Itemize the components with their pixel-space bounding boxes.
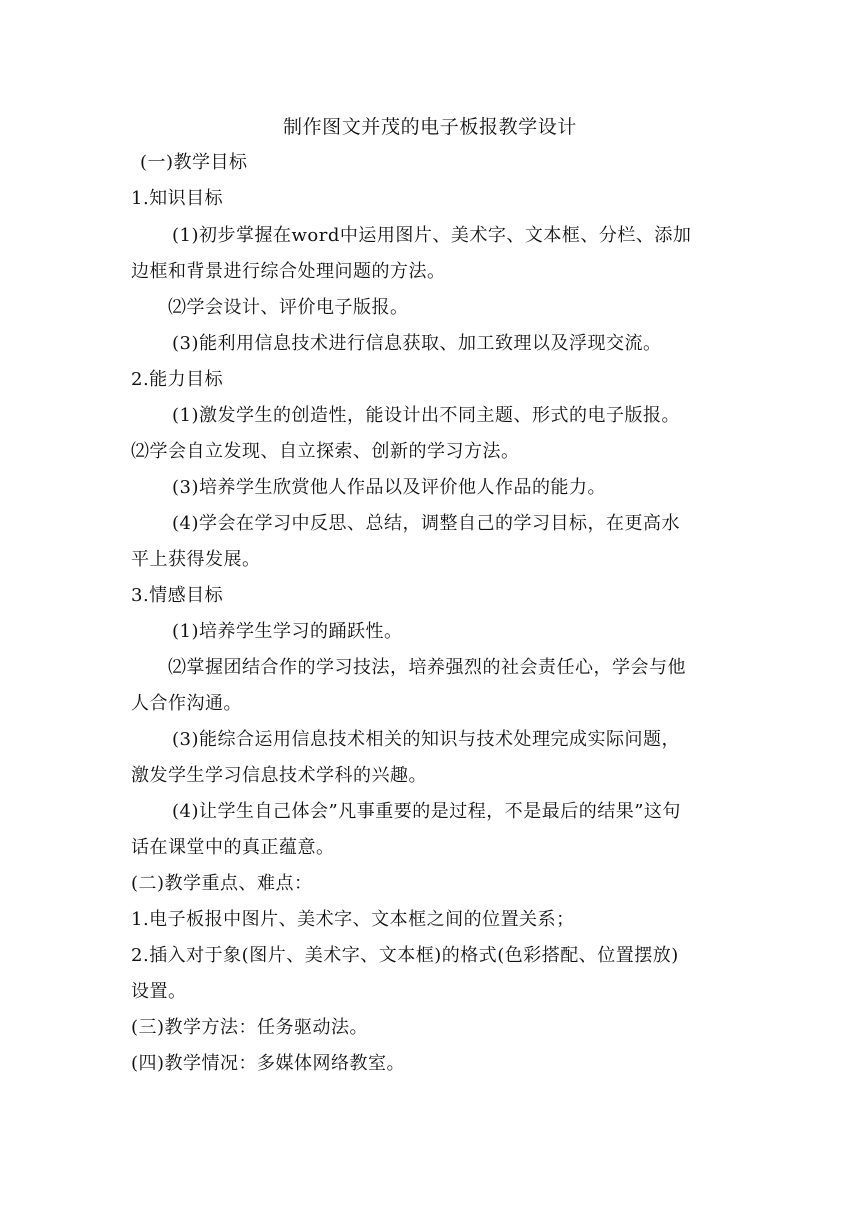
paragraph-line: (1)初步掌握在word中运用图片、美术字、文本框、分栏、添加 bbox=[172, 225, 692, 246]
paragraph-line: ⑵掌握团结合作的学习技法，培养强烈的社会责任心，学会与他 bbox=[168, 657, 686, 678]
subheading-knowledge: 1.知识目标 bbox=[131, 188, 224, 209]
section-heading-situation: (四)教学情况：多媒体网络教室。 bbox=[131, 1053, 406, 1074]
paragraph-line: 人合作沟通。 bbox=[131, 693, 242, 714]
section-heading-method: (三)教学方法：任务驱动法。 bbox=[131, 1017, 369, 1038]
paragraph-line: (1)培养学生学习的踊跃性。 bbox=[172, 621, 403, 642]
paragraph-line: 平上获得发展。 bbox=[131, 549, 261, 570]
paragraph-line: 激发学生学习信息技术学科的兴趣。 bbox=[131, 765, 427, 786]
paragraph-line: 设置。 bbox=[131, 981, 187, 1002]
paragraph-line: (3)培养学生欣赏他人作品以及评价他人作品的能力。 bbox=[172, 477, 606, 498]
paragraph-line: ⑵学会自立发现、自立探索、创新的学习方法。 bbox=[131, 441, 520, 462]
subheading-emotion: 3.情感目标 bbox=[131, 585, 224, 606]
paragraph-line: (3)能利用信息技术进行信息获取、加工致理以及浮现交流。 bbox=[172, 333, 662, 354]
paragraph-line: 2.插入对于象(图片、美术字、文本框)的格式(色彩搭配、位置摆放) bbox=[131, 945, 679, 966]
paragraph-line: 边框和背景进行综合处理问题的方法。 bbox=[131, 261, 446, 282]
subheading-ability: 2.能力目标 bbox=[131, 369, 224, 390]
document-title: 制作图文并茂的电子板报教学设计 bbox=[282, 116, 577, 138]
paragraph-line: 话在课堂中的真正蕴意。 bbox=[131, 837, 335, 858]
section-heading-goals: (一)教学目标 bbox=[140, 152, 248, 173]
paragraph-line: (4)学会在学习中反思、总结，调整自己的学习目标，在更高水 bbox=[172, 513, 680, 534]
paragraph-line: (3)能综合运用信息技术相关的知识与技术处理完成实际问题， bbox=[172, 729, 680, 750]
section-heading-key-points: (二)教学重点、难点： bbox=[131, 873, 313, 894]
paragraph-line: 1.电子板报中图片、美术字、文本框之间的位置关系； bbox=[131, 909, 575, 930]
paragraph-line: ⑵学会设计、评价电子版报。 bbox=[168, 297, 409, 318]
paragraph-line: (1)激发学生的创造性，能设计出不同主题、形式的电子版报。 bbox=[172, 405, 680, 426]
paragraph-line: (4)让学生自己体会”凡事重要的是过程，不是最后的结果”这句 bbox=[172, 801, 681, 822]
